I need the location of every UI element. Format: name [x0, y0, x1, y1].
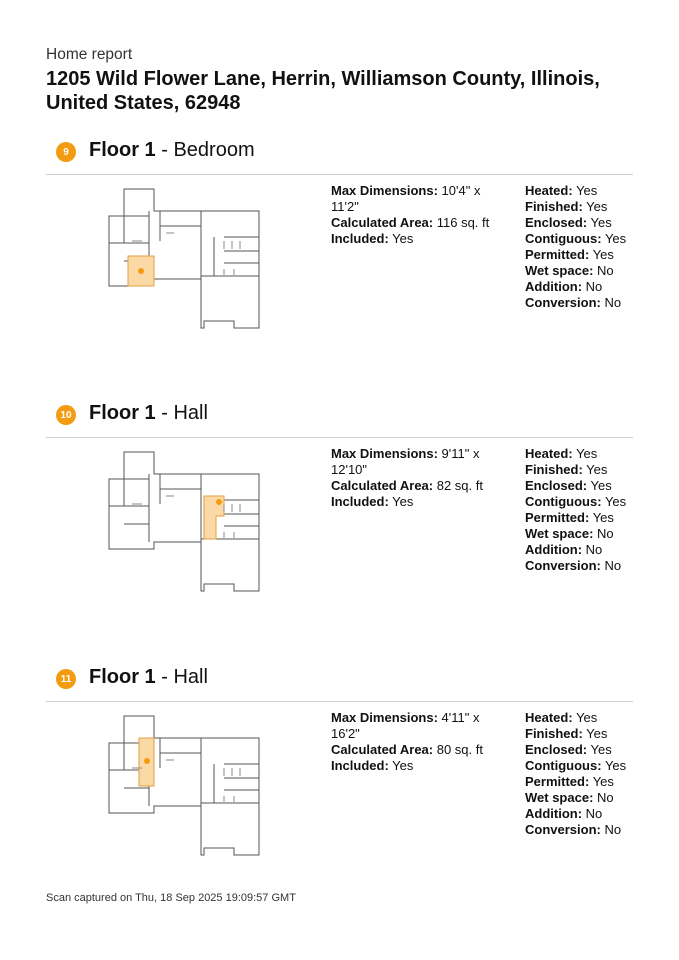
finished-label: Finished: — [525, 462, 583, 477]
conversion-label: Conversion: — [525, 822, 601, 837]
enclosed-value: Yes — [590, 215, 612, 230]
finished-label: Finished: — [525, 199, 583, 214]
max-dimensions-row — [331, 710, 501, 742]
wet-space-value: No — [597, 263, 614, 278]
contiguous-row — [525, 494, 633, 510]
title-separator: - — [155, 666, 174, 688]
max-dimensions-value: 9'11" x 12'10" — [331, 446, 480, 477]
conversion-row — [525, 822, 633, 838]
max-dimensions-value: 10'4" x 11'2" — [331, 183, 481, 214]
permitted-value: Yes — [592, 510, 614, 525]
max-dimensions-row — [331, 446, 501, 478]
finished-value: Yes — [586, 199, 608, 214]
contiguous-row — [525, 231, 633, 247]
conversion-row — [525, 558, 633, 574]
heated-row — [525, 183, 633, 199]
permitted-value: Yes — [592, 247, 614, 262]
calculated-area-label: Calculated Area: — [331, 742, 434, 757]
home-report-label: Home report — [46, 46, 133, 63]
finished-row — [525, 199, 633, 215]
heated-value: Yes — [576, 710, 598, 725]
contiguous-value: Yes — [604, 231, 627, 246]
permitted-row — [525, 510, 633, 526]
contiguous-label: Contiguous: — [525, 494, 602, 509]
room-section — [46, 136, 633, 366]
wet-space-row — [525, 526, 633, 542]
addition-label: Addition: — [525, 806, 583, 821]
enclosed-row — [525, 478, 633, 494]
enclosed-label: Enclosed: — [525, 478, 588, 493]
max-dimensions-label: Max Dimensions: — [331, 710, 438, 725]
floor-plan-thumbnail — [104, 181, 262, 329]
heated-row — [525, 446, 633, 462]
finished-row — [525, 726, 633, 742]
addition-value: No — [585, 806, 603, 821]
calculated-area-row — [331, 478, 501, 494]
addition-row — [525, 279, 633, 295]
calculated-area-value: 80 sq. ft — [436, 742, 483, 757]
wet-space-row — [525, 263, 633, 279]
included-row — [331, 231, 501, 247]
contiguous-label: Contiguous: — [525, 231, 602, 246]
conversion-value: No — [604, 295, 622, 310]
finished-row — [525, 462, 633, 478]
section-divider — [46, 174, 633, 175]
included-label: Included: — [331, 494, 389, 509]
enclosed-value: Yes — [590, 478, 612, 493]
title-separator: - — [155, 139, 174, 161]
calculated-area-value: 82 sq. ft — [436, 478, 483, 493]
heated-value: Yes — [576, 183, 598, 198]
contiguous-value: Yes — [604, 758, 627, 773]
finished-label: Finished: — [525, 726, 583, 741]
room-title — [89, 139, 255, 162]
room-section — [46, 399, 633, 629]
heated-value: Yes — [576, 446, 598, 461]
permitted-row — [525, 247, 633, 263]
max-dimensions-value: 4'11" x 16'2" — [331, 710, 480, 741]
wet-space-label: Wet space: — [525, 263, 594, 278]
contiguous-value: Yes — [604, 494, 627, 509]
included-value: Yes — [392, 231, 414, 246]
floor-plan-thumbnail — [104, 444, 262, 592]
room-name: Bedroom — [173, 139, 255, 161]
room-section — [46, 663, 633, 893]
calculated-area-label: Calculated Area: — [331, 215, 434, 230]
heated-row — [525, 710, 633, 726]
permitted-label: Permitted: — [525, 510, 590, 525]
permitted-label: Permitted: — [525, 247, 590, 262]
conversion-row — [525, 295, 633, 311]
included-value: Yes — [392, 758, 414, 773]
room-title — [89, 666, 208, 689]
heated-label: Heated: — [525, 710, 573, 725]
contiguous-label: Contiguous: — [525, 758, 602, 773]
enclosed-value: Yes — [590, 742, 612, 757]
room-title — [89, 402, 208, 425]
addition-row — [525, 542, 633, 558]
conversion-value: No — [604, 822, 622, 837]
included-row — [331, 758, 501, 774]
room-number-badge: 10 — [56, 405, 76, 425]
room-name: Hall — [173, 402, 208, 424]
floor-label: Floor 1 — [89, 666, 156, 688]
conversion-label: Conversion: — [525, 558, 601, 573]
section-divider — [46, 437, 633, 438]
heated-label: Heated: — [525, 446, 573, 461]
conversion-label: Conversion: — [525, 295, 601, 310]
permitted-label: Permitted: — [525, 774, 590, 789]
calculated-area-row — [331, 215, 501, 231]
floor-label: Floor 1 — [89, 402, 156, 424]
addition-row — [525, 806, 633, 822]
wet-space-value: No — [597, 790, 614, 805]
property-address: 1205 Wild Flower Lane, Herrin, Williamson County, Illinois, United States, 62948 — [46, 68, 600, 114]
floor-label: Floor 1 — [89, 139, 156, 161]
room-number-badge: 11 — [56, 669, 76, 689]
addition-label: Addition: — [525, 279, 583, 294]
finished-value: Yes — [586, 462, 608, 477]
included-label: Included: — [331, 231, 389, 246]
enclosed-label: Enclosed: — [525, 742, 588, 757]
wet-space-label: Wet space: — [525, 526, 594, 541]
room-number-badge: 9 — [56, 142, 76, 162]
calculated-area-row — [331, 742, 501, 758]
enclosed-row — [525, 215, 633, 231]
permitted-value: Yes — [592, 774, 614, 789]
enclosed-row — [525, 742, 633, 758]
addition-value: No — [585, 279, 603, 294]
calculated-area-label: Calculated Area: — [331, 478, 434, 493]
wet-space-label: Wet space: — [525, 790, 594, 805]
max-dimensions-label: Max Dimensions: — [331, 446, 438, 461]
calculated-area-value: 116 sq. ft — [436, 215, 490, 230]
addition-label: Addition: — [525, 542, 583, 557]
scan-captured-footer: Scan captured on Thu, 18 Sep 2025 19:09:57 GMT — [46, 892, 296, 904]
room-name: Hall — [173, 666, 208, 688]
wet-space-value: No — [597, 526, 614, 541]
finished-value: Yes — [586, 726, 608, 741]
conversion-value: No — [604, 558, 622, 573]
addition-value: No — [585, 542, 603, 557]
permitted-row — [525, 774, 633, 790]
included-label: Included: — [331, 758, 389, 773]
enclosed-label: Enclosed: — [525, 215, 588, 230]
title-separator: - — [155, 402, 174, 424]
max-dimensions-label: Max Dimensions: — [331, 183, 438, 198]
included-value: Yes — [392, 494, 414, 509]
contiguous-row — [525, 758, 633, 774]
floor-plan-thumbnail — [104, 708, 262, 856]
max-dimensions-row — [331, 183, 501, 215]
heated-label: Heated: — [525, 183, 573, 198]
section-divider — [46, 701, 633, 702]
wet-space-row — [525, 790, 633, 806]
included-row — [331, 494, 501, 510]
